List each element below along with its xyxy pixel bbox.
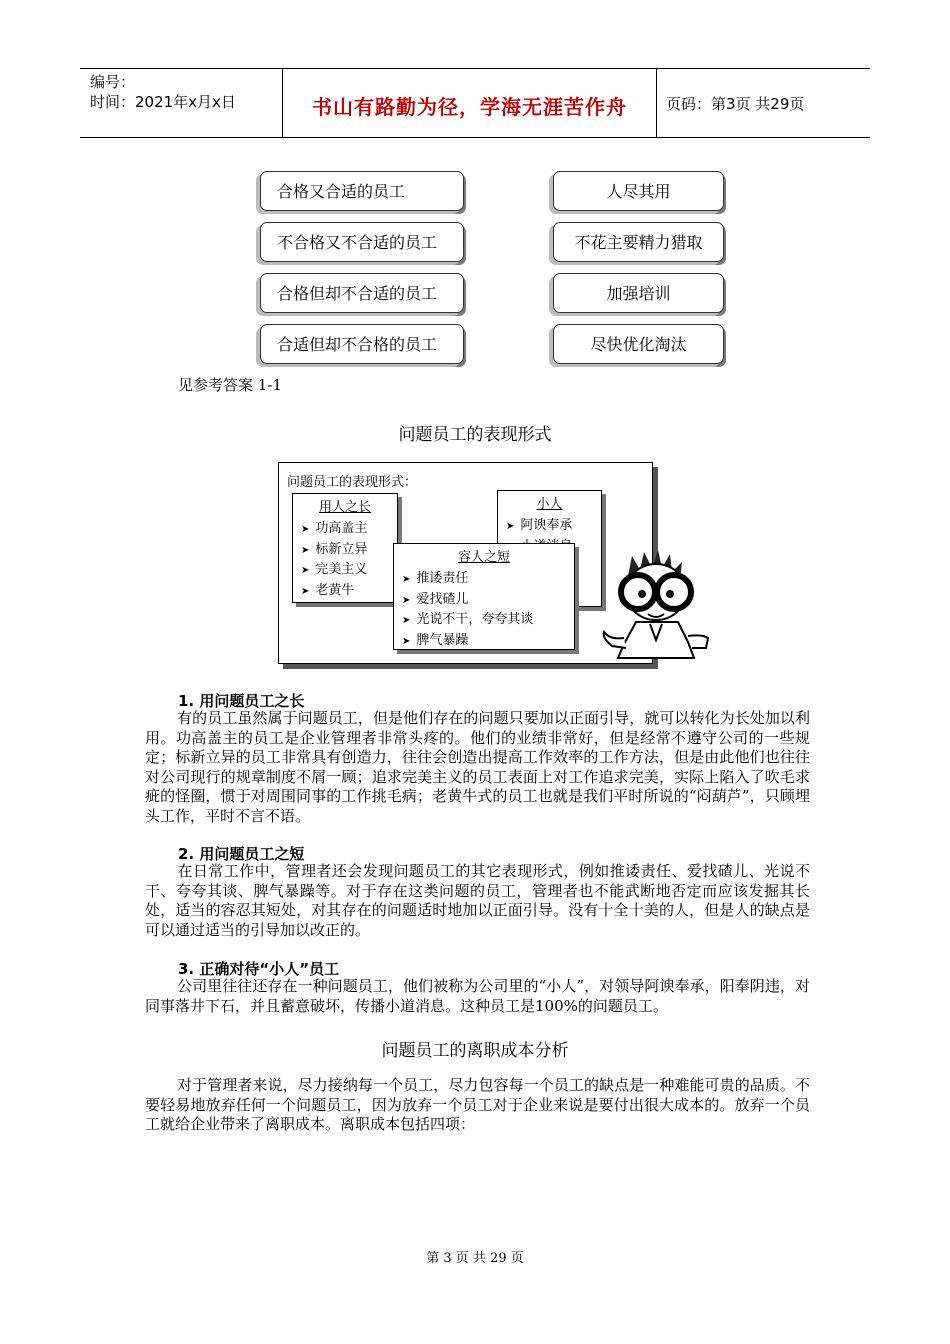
right-box-1: 人尽其用 bbox=[553, 171, 724, 211]
subheading-petty: 3. 正确对待“小人”员工 bbox=[178, 960, 340, 978]
paragraph-cost bbox=[145, 1076, 810, 1135]
code-label: 编号： bbox=[90, 73, 136, 91]
list-item: ➤ 爱找碴儿 bbox=[402, 590, 574, 611]
group-strengths bbox=[292, 493, 398, 603]
motto: 书山有路勤为径，学海无涯苦作舟 bbox=[312, 95, 627, 119]
page-footer: 第 3 页 共 29 页 bbox=[426, 1251, 524, 1266]
problem-employee-diagram bbox=[278, 462, 653, 664]
paragraph-text: 有的员工虽然属于问题员工，但是他们存在的问题只要加以正面引导，就可以转化为长处加以利用。功高盖主的员工是企业管理者非常头疼的。他们的业绩非常好，但是经常不遵守公司的一些规定；标新立异的员工非常具有创造力，往往会创造出提高工作效率的工作方法，但是由此他们也往往对公司现行的规章制度不屑一顾；追求完美主义的员工表面上对工作追求完美，实际上陷入了吹毛求疵的怪圈，惯于对周围同事的工作挑毛病；老黄牛式的员工也就是我们平时所说的“闷葫芦”，只顾埋头工作，平时不言不语。 bbox=[145, 709, 810, 825]
left-box-1: 合格又合适的员工 bbox=[260, 171, 464, 211]
reference-note: 见参考答案 1-1 bbox=[178, 376, 282, 394]
section-title-cost: 问题员工的离职成本分析 bbox=[381, 1041, 569, 1061]
left-box-3: 合格但却不合适的员工 bbox=[260, 273, 464, 313]
paragraph-text: 公司里往往还存在一种问题员工，他们被称为公司里的“小人”，对领导阿谀奉承，阳奉阴违，对同事落井下石，并且蓄意破坏，传播小道消息。这种员工是100%的问题员工。 bbox=[145, 977, 810, 1015]
group-title: 用人之长 bbox=[318, 500, 371, 515]
list-item: ➤ 完美主义 bbox=[301, 560, 397, 581]
cartoon-man-icon bbox=[598, 548, 713, 663]
page-info: 页码：第3页 共29页 bbox=[666, 95, 805, 113]
paragraph-petty bbox=[145, 977, 810, 1016]
right-box-4: 尽快优化淘汰 bbox=[553, 324, 724, 364]
header-meta bbox=[80, 69, 283, 137]
subheading-strengths: 1. 用问题员工之长 bbox=[178, 692, 305, 710]
header-motto-cell bbox=[283, 69, 657, 137]
list-item: ➤ 老黄牛 bbox=[301, 581, 397, 602]
section-title-forms: 问题员工的表现形式 bbox=[398, 425, 552, 445]
left-box-2: 不合格又不合适的员工 bbox=[260, 222, 464, 262]
list-item: ➤ 光说不干，夸夸其谈 bbox=[402, 610, 574, 631]
page-header bbox=[80, 68, 870, 138]
diagram-title: 问题员工的表现形式： bbox=[287, 475, 418, 490]
group-tolerate bbox=[393, 543, 575, 650]
list-item: ➤ 脾气暴躁 bbox=[402, 631, 574, 652]
paragraph-text: 对于管理者来说，尽力接纳每一个员工，尽力包容每一个员工的缺点是一种难能可贵的品质。不要轻易地放弃任何一个问题员工，因为放弃一个员工对于企业来说是要付出很大成本的。放弃一个员工就给企业带来了离职成本。离职成本包括四项： bbox=[145, 1076, 810, 1133]
date-line: 时间：2021年x月x日 bbox=[90, 93, 236, 111]
paragraph-text: 在日常工作中，管理者还会发现问题员工的其它表现形式，例如推诿责任、爱找碴儿、光说不干、夸夸其谈、脾气暴躁等。对于存在这类问题的员工，管理者也不能武断地否定而应该发掘其长处，适当的容忍其短处，对其存在的问题适时地加以正面引导。没有十全十美的人，但是人的缺点是可以通过适当的引导加以改正的。 bbox=[145, 862, 810, 939]
list-item: ➤ 阿谀奉承 bbox=[506, 516, 601, 537]
subheading-weaknesses: 2. 用问题员工之短 bbox=[178, 845, 305, 863]
group-title: 小人 bbox=[536, 497, 563, 512]
paragraph-weaknesses bbox=[145, 862, 810, 940]
right-box-3: 加强培训 bbox=[553, 273, 724, 313]
list-item: ➤ 标新立异 bbox=[301, 540, 397, 561]
group-title: 容人之短 bbox=[457, 550, 510, 565]
left-box-4: 合适但却不合格的员工 bbox=[260, 324, 464, 364]
list-item: ➤ 功高盖主 bbox=[301, 519, 397, 540]
right-box-2: 不花主要精力猎取 bbox=[553, 222, 724, 262]
paragraph-strengths bbox=[145, 709, 810, 826]
list-item: ➤ 推诿责任 bbox=[402, 569, 574, 590]
